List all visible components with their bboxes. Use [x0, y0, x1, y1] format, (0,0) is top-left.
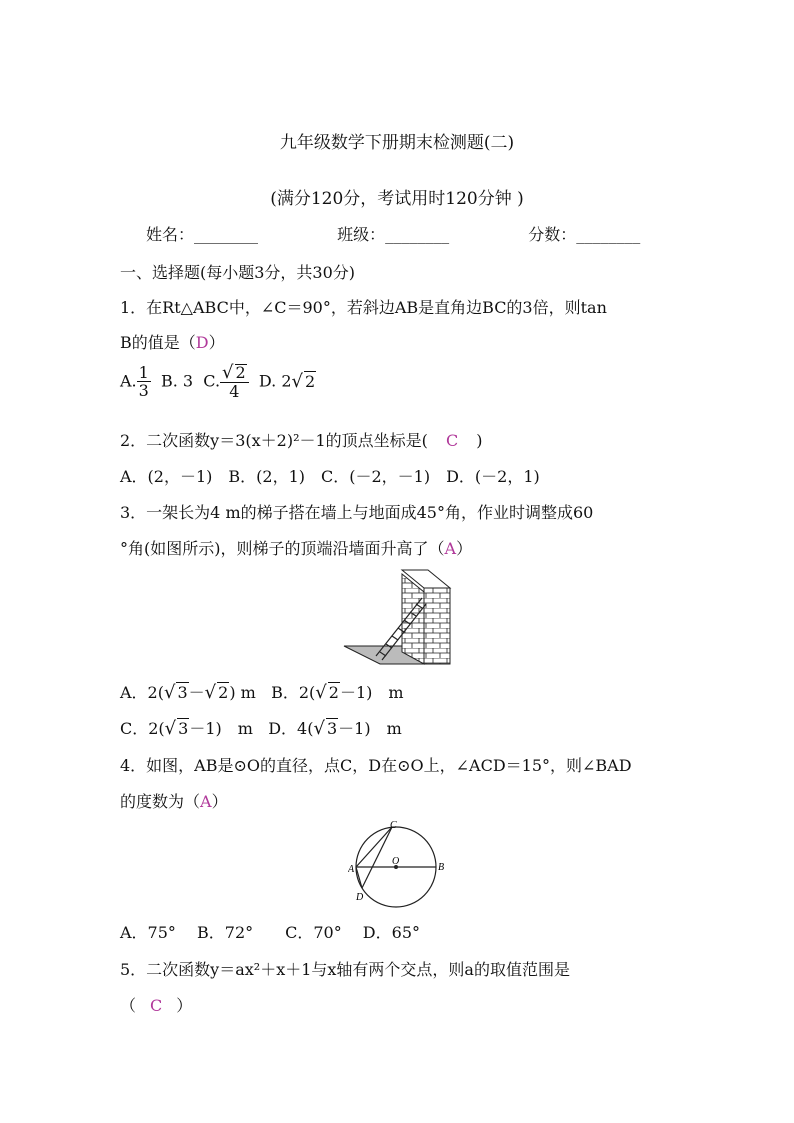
q3-line2 — [120, 536, 472, 559]
label-b: B — [438, 862, 445, 873]
student-info-row — [146, 222, 640, 245]
q3-options-row2 — [120, 716, 402, 739]
q1-option-b: B. 3 — [161, 371, 194, 391]
q3-option-a-minus: － — [188, 683, 205, 702]
q2-close: ) — [476, 431, 483, 450]
name-field: 姓名：________ — [146, 225, 259, 244]
q2-text: 2．二次函数y＝3(x＋2)²－1的顶点坐标是( — [120, 431, 428, 450]
q3-option-b-end: －1) m — [339, 683, 404, 702]
q3-option-c: C．2( — [120, 719, 165, 738]
class-field: 班级：________ — [337, 225, 450, 244]
label-o: O — [392, 856, 400, 867]
q3-option-a-radicand-1: 3 — [177, 683, 188, 702]
q4-options: A．75° B．72° C．70° D．65° — [120, 923, 420, 942]
q2-answer: C — [445, 431, 459, 450]
q4-close: ） — [211, 792, 228, 811]
q1-text: B的值是（ — [120, 333, 196, 352]
radical-sign-icon: √ — [313, 718, 325, 739]
q2-line1 — [120, 428, 482, 451]
q3-option-a-radicand-2: 2 — [218, 683, 229, 702]
q5-line2 — [120, 993, 192, 1016]
q4-line2 — [120, 789, 228, 812]
q3-option-b: B．2( — [271, 683, 316, 702]
q1-option-a-label: A. — [120, 371, 137, 391]
q1-option-a-fraction — [137, 365, 151, 399]
q1-option-c-num — [220, 364, 249, 382]
q3-option-c-end: －1) m — [189, 719, 253, 738]
q1-option-d-radicand: 2 — [304, 371, 316, 391]
q5-close: ） — [176, 996, 193, 1015]
radical-sign-icon: √ — [204, 682, 217, 703]
page-title: 九年级数学下册期末检测题(二) — [279, 133, 515, 153]
q5-line1: 5．二次函数y＝ax²＋x＋1与x轴有两个交点，则a的取值范围是 — [120, 960, 570, 979]
q3-option-d-end: －1) m — [338, 719, 402, 738]
radical-sign-icon: √ — [291, 370, 303, 392]
q1-option-a-den: 3 — [138, 381, 149, 400]
q3-option-c-radicand: 3 — [178, 719, 189, 738]
chord-cd — [362, 827, 392, 888]
q2-options: A．(2，－1) B．(2，1) C．(－2，－1) D．(－2，1) — [120, 467, 540, 486]
q3-option-d: D．4( — [268, 719, 314, 738]
q3-option-a: A．2( — [120, 683, 164, 702]
q5-open: （ — [120, 996, 137, 1015]
q3-option-b-radicand: 2 — [328, 683, 339, 702]
q3-options-row1 — [120, 680, 404, 703]
radical-sign-icon: √ — [315, 682, 327, 703]
radical-sign-icon: √ — [222, 362, 234, 383]
q1-options — [120, 364, 316, 400]
radical-sign-icon: √ — [163, 682, 176, 703]
q3-close: ） — [456, 539, 473, 558]
q3-text: °角(如图所示)，则梯子的顶端沿墙面升高了（ — [120, 539, 445, 558]
q3-option-d-radicand: 3 — [326, 719, 338, 738]
q3-line1: 3．一架长为4 m的梯子搭在墙上与地面成45°角，作业时调整成60 — [120, 503, 594, 522]
q1-option-c-label: C. — [203, 371, 221, 391]
label-c: C — [390, 820, 397, 831]
q1-option-c-fraction — [220, 364, 249, 400]
wall-front — [424, 588, 450, 664]
q1-option-c-den: 4 — [220, 382, 249, 400]
q4-line1: 4．如图，AB是⊙O的直径，点C，D在⊙O上，∠ACD＝15°，则∠BAD — [120, 756, 632, 775]
section-heading: 一、选择题(每小题3分，共30分) — [120, 263, 356, 282]
label-d: D — [356, 892, 364, 903]
q1-line1: 1．在Rt△ABC中，∠C＝90°，若斜边AB是直角边BC的3倍，则tan — [120, 298, 607, 317]
q5-answer: C — [150, 996, 163, 1015]
score-field: 分数：________ — [528, 225, 641, 244]
circle-figure — [348, 820, 452, 912]
radical-sign-icon: √ — [164, 718, 177, 739]
q1-option-d: D. 2 — [258, 371, 292, 391]
q3-answer: A — [444, 539, 457, 558]
q1-option-a-num: 1 — [138, 363, 149, 382]
page-subtitle: (满分120分，考试用时120分钟 ) — [270, 189, 524, 209]
q4-answer: A — [200, 792, 212, 811]
label-a: A — [348, 864, 355, 875]
q1-answer: D — [195, 333, 209, 352]
ladder-wall-figure — [342, 568, 454, 668]
q1-line2 — [120, 330, 225, 353]
q3-option-a-end: ) m — [229, 683, 256, 702]
q1-close: ） — [208, 333, 225, 352]
q4-text: 的度数为（ — [120, 792, 201, 811]
q1-option-c-radicand: 2 — [235, 363, 246, 382]
